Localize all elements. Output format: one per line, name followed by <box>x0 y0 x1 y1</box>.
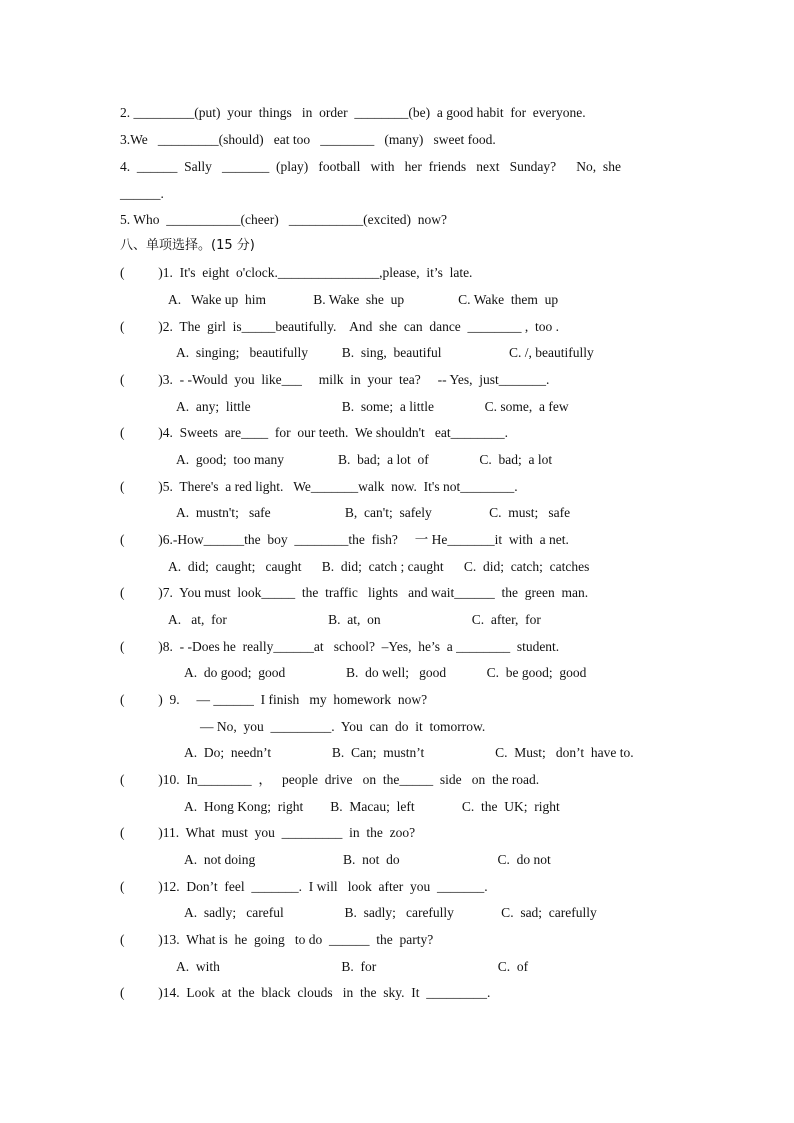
question-9-reply: — No, you _________. You can do it tomorrow. <box>200 719 486 734</box>
question-13-stem: ( )13. What is he going to do ______ the party? <box>120 932 434 947</box>
fill-in-line-4: 4. ______ Sally _______ (play) football with her friends next Sunday? No, she <box>120 159 621 174</box>
question-7-options: A. at, for B. at, on C. after, for <box>168 612 541 627</box>
question-8-options: A. do good; good B. do well; good C. be good; good <box>184 665 587 680</box>
question-14-stem: ( )14. Look at the black clouds in the sky. It _________. <box>120 985 491 1000</box>
question-11-options: A. not doing B. not do C. do not <box>184 852 551 867</box>
question-11-stem: ( )11. What must you _________ in the zoo? <box>120 825 416 840</box>
question-4-options: A. good; too many B. bad; a lot of C. bad; a lot <box>176 452 553 467</box>
question-8-stem: ( )8. - -Does he really______at school? –Yes, he’s a ________ student. <box>120 639 560 654</box>
question-10-options: A. Hong Kong; right B. Macau; left C. the UK; right <box>184 799 560 814</box>
question-3-stem: ( )3. - -Would you like___ milk in your tea? -- Yes, just_______. <box>120 372 550 387</box>
question-10-stem: ( )10. In________ ， people drive on the_____ side on the road. <box>120 772 540 787</box>
question-3-options: A. any; little B. some; a little C. some, a few <box>176 399 569 414</box>
fill-in-line-4-cont: ______. <box>120 186 164 201</box>
question-9-stem: ( ) 9. — ______ I finish my homework now? <box>120 692 428 707</box>
question-5-options: A. mustn't; safe B, can't; safely C. must; safe <box>176 505 571 520</box>
question-2-stem: ( )2. The girl is_____beautifully. And she can dance ________ , too . <box>120 319 560 334</box>
question-13-options: A. with B. for C. of <box>176 959 529 974</box>
question-12-stem: ( )12. Don’t feel _______. I will look after you _______. <box>120 879 488 894</box>
fill-in-line-2: 2. _________(put) your things in order ________(be) a good habit for everyone. <box>120 105 586 120</box>
question-4-stem: ( )4. Sweets are____ for our teeth. We shouldn't eat________. <box>120 425 509 440</box>
question-12-options: A. sadly; careful B. sadly; carefully C. sad; carefully <box>184 905 597 920</box>
question-9-options: A. Do; needn’t B. Can; mustn’t C. Must; don’t have to. <box>184 745 634 760</box>
question-1-stem: ( )1. It's eight o'clock._______________,please, it’s late. <box>120 265 473 280</box>
question-6-stem: ( )6.-How______the boy ________the fish? 一 He_______it with a net. <box>120 532 569 547</box>
fill-in-line-3: 3.We _________(should) eat too ________ (many) sweet food. <box>120 132 496 147</box>
question-5-stem: ( )5. There's a red light. We_______walk now. It's not________. <box>120 479 518 494</box>
question-7-stem: ( )7. You must look_____ the traffic lights and wait______ the green man. <box>120 585 589 600</box>
section-heading: 八、单项选择。(15 分) <box>120 238 255 253</box>
question-6-options: A. did; caught; caught B. did; catch ; caught C. did; catch; catches <box>168 559 590 574</box>
fill-in-line-5: 5. Who ___________(cheer) ___________(excited) now? <box>120 212 448 227</box>
question-1-options: A. Wake up him B. Wake she up C. Wake them up <box>168 292 559 307</box>
question-2-options: A. singing; beautifully B. sing, beautiful C. /, beautifully <box>176 345 594 360</box>
